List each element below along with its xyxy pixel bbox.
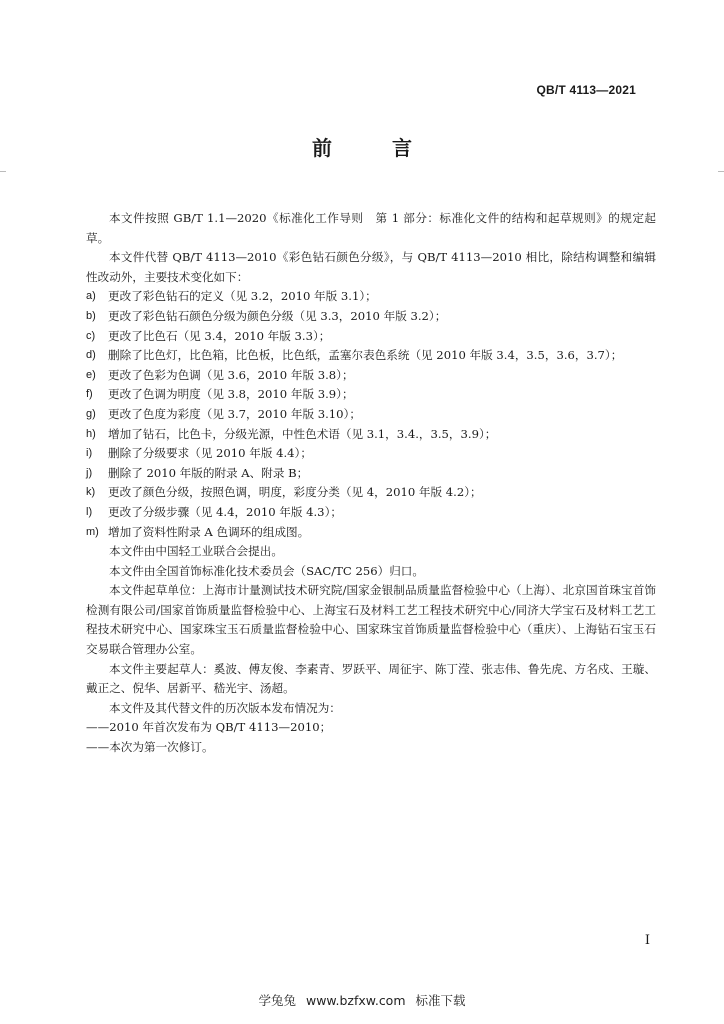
change-text: 删除了分级要求（见 2010 年版 4.4）；: [108, 446, 312, 461]
change-item: [86, 464, 656, 484]
change-mark: m): [86, 525, 99, 538]
change-item: [86, 287, 656, 307]
change-mark: g): [86, 407, 96, 420]
intro-paragraph: 本文件按照 GB/T 1.1—2020《标准化工作导则 第 1 部分：标准化文件的结构和起草规则》的规定起草。: [86, 211, 656, 245]
change-text: 增加了资料性附录 A 色调环的组成图。: [108, 524, 310, 539]
change-text: 更改了彩色钻石的定义（见 3.2，2010 年版 3.1）；: [108, 289, 377, 304]
change-item: [86, 327, 656, 347]
drafters-paragraph: 本文件主要起草人：奚波、傅友俊、李素青、罗跃平、周征宇、陈丁滢、张志伟、鲁先虎、方名戍、王璇、戴正之、倪华、居新平、嵇光宇、汤超。: [86, 661, 656, 696]
change-text: 删除了 2010 年版的附录 A、附录 B；: [108, 465, 309, 480]
change-item: [86, 366, 656, 386]
page-title: 前 言: [312, 136, 432, 160]
history-item: ——2010 年首次发布为 QB/T 4113—2010；: [86, 720, 332, 735]
change-item: [86, 425, 656, 445]
change-mark: j): [86, 466, 93, 479]
right-edge-mark: [718, 171, 724, 172]
intro-paragraph: 本文件代替 QB/T 4113—2010《彩色钻石颜色分级》，与 QB/T 4113—2010 相比，除结构调整和编辑性改动外，主要技术变化如下：: [86, 250, 656, 284]
history-intro-paragraph: 本文件及其代替文件的历次版本发布情况为：: [109, 700, 341, 715]
outro-paragraph: 本文件由全国首饰标准化技术委员会（SAC/TC 256）归口。: [109, 563, 424, 578]
change-item: [86, 503, 656, 523]
change-item: [86, 483, 656, 503]
change-mark: a): [86, 290, 96, 303]
change-mark: l): [86, 505, 93, 518]
change-text: 更改了颜色分级，按照色调，明度，彩度分类（见 4，2010 年版 4.2）；: [108, 485, 482, 500]
page-number: I: [644, 933, 650, 948]
change-mark: i): [86, 447, 93, 460]
left-edge-mark: [0, 171, 6, 172]
change-text: 更改了分级步骤（见 4.4，2010 年版 4.3）；: [108, 504, 342, 519]
outro-paragraph: 本文件由中国轻工业联合会提出。: [109, 544, 283, 559]
change-mark: k): [86, 486, 96, 499]
change-item: [86, 307, 656, 327]
change-mark: b): [86, 309, 96, 322]
change-text: 更改了彩色钻石颜色分级为颜色分级（见 3.3，2010 年版 3.2）；: [108, 308, 447, 323]
change-mark: h): [86, 427, 96, 440]
foreword-body: [86, 209, 656, 758]
change-item: [86, 385, 656, 405]
change-text: 更改了色彩为色调（见 3.6，2010 年版 3.8）；: [108, 367, 354, 382]
change-mark: f): [86, 388, 93, 401]
change-item: [86, 346, 656, 366]
change-text: 增加了钻石，比色卡，分级光源，中性色术语（见 3.1，3.4.，3.5，3.9）；: [108, 426, 497, 441]
change-text: 删除了比色灯，比色箱，比色板，比色纸，孟塞尔表色系统（见 2010 年版 3.4，3.5，3.6，3.7）；: [108, 348, 623, 363]
drafting-units-paragraph: 本文件起草单位：上海市计量测试技术研究院/国家金银制品质量监督检验中心（上海）、北京国首珠宝首饰检测有限公司/国家首饰质量监督检验中心、上海宝石及材料工艺工程技术研究中心/同济大学宝石及材料工艺工程技术研究中心、国家珠宝玉石质量监督检验中心、国家珠宝首饰质量监督检验中心（重庆）、上海钻石宝玉石交易联合管理办公室。: [86, 583, 656, 657]
change-text: 更改了色度为彩度（见 3.7，2010 年版 3.10）；: [108, 406, 361, 421]
change-mark: e): [86, 368, 96, 381]
standard-code: QB/T 4113—2021: [536, 83, 636, 97]
change-mark: c): [86, 329, 96, 342]
change-text: 更改了色调为明度（见 3.8，2010 年版 3.9）；: [108, 387, 354, 402]
history-item: ——本次为第一次修订。: [86, 740, 214, 755]
change-mark: d): [86, 349, 96, 362]
change-item: [86, 444, 656, 464]
change-item: [86, 523, 656, 543]
change-item: [86, 405, 656, 425]
change-text: 更改了比色石（见 3.4，2010 年版 3.3）；: [108, 328, 331, 343]
watermark: 学兔兔 www.bzfxw.com 标准下载: [258, 993, 466, 1008]
